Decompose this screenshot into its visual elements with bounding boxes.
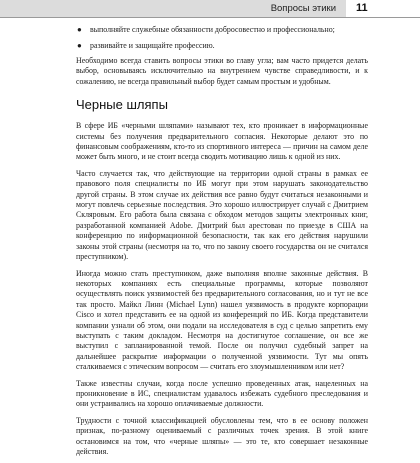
body-paragraph: В сфере ИБ «черными шляпами» называют тех, кто проникает в информационные системы без получения предварительного согласия. Некоторые делают это по финансовым соображениям, кто-то из спортивного интереса — причин на самом деле может быть много, и не стоит всегда сводить мотивацию лишь к одной из них. <box>76 121 368 162</box>
page-number: 11 <box>356 2 368 14</box>
bullet-text: развивайте и защищайте профессию. <box>90 41 215 50</box>
intro-paragraph: Необходимо всегда ставить вопросы этики во главу угла; вам часто придется делать выбор, основываясь исключительно на внутреннем чувстве справедливости, и к сожалению, не всегда правильный выбор будет самым простым и удобным. <box>76 56 368 86</box>
body-paragraph: Трудности с точной классификацией обусловлены тем, что в ее основу положен признак, по-разному оцениваемый с различных точек зрения. В этой книге остановимся на том, что «черные шляпы» — это те, кто совершает незаконные действия. <box>76 415 368 456</box>
bullet-item <box>76 24 368 35</box>
header-rule <box>0 17 420 18</box>
bullet-item <box>76 40 368 51</box>
bullet-icon: ● <box>77 25 82 34</box>
bullet-list <box>76 24 368 51</box>
bullet-icon: ● <box>77 41 82 50</box>
page-body <box>76 24 368 463</box>
body-paragraph: Иногда можно стать преступником, даже выполняя вполне законные действия. В некоторых компаниях есть специальные программы, которые позволяют осуществлять поиск уязвимостей без предварительного согласования, но и тут не все так просто. Майкл Линн (Michael Lynn) нашел уязвимость в продукте корпорации Cisco и хотел представить ее на одной из конференций по ИБ. Когда представители компании узнали об этом, они подали на исследователя в суд с целью запретить ему выступать с таким докладом. Несмотря на достигнутое соглашение, он все же выступил с запланированной темой. После он получил судебный запрет на дальнейшее раскрытие информации о полученной уязвимости. Тут мы опять сталкиваемся с этическим вопросом — считать его злоумышленником или нет? <box>76 268 368 372</box>
body-paragraph: Также известны случаи, когда после успешно проведенных атак, нацеленных на проникновение в ИС, специалистам удавалось избежать судебного преследования и они устраивались на хорошо оплачиваемые должности. <box>76 378 368 409</box>
body-paragraph: Часто случается так, что действующие на территории одной страны в рамках ее правового поля специалисты по ИБ могут при этом нарушать законодательство другой страны. В этом случае их действия все равно будут считаться незаконными и могут повлечь серьезные последствия. Это хорошо иллюстрирует случай с Дмитрием Скляровым. Его работа была связана с обходом методов защиты электронных книг, разработанной компанией Adobe. Дмитрий был арестован по приезде в США на конференцию по информационной безопасности, так как его действия нарушили законы этой страны (несмотря на то, что по закону своего государства он не считался преступником). <box>76 168 368 262</box>
page-header <box>0 0 420 22</box>
running-title: Вопросы этики <box>270 3 336 14</box>
section-heading: Черные шляпы <box>76 97 168 113</box>
bullet-text: выполняйте служебные обязанности добросовестно и профессионально; <box>90 25 335 34</box>
